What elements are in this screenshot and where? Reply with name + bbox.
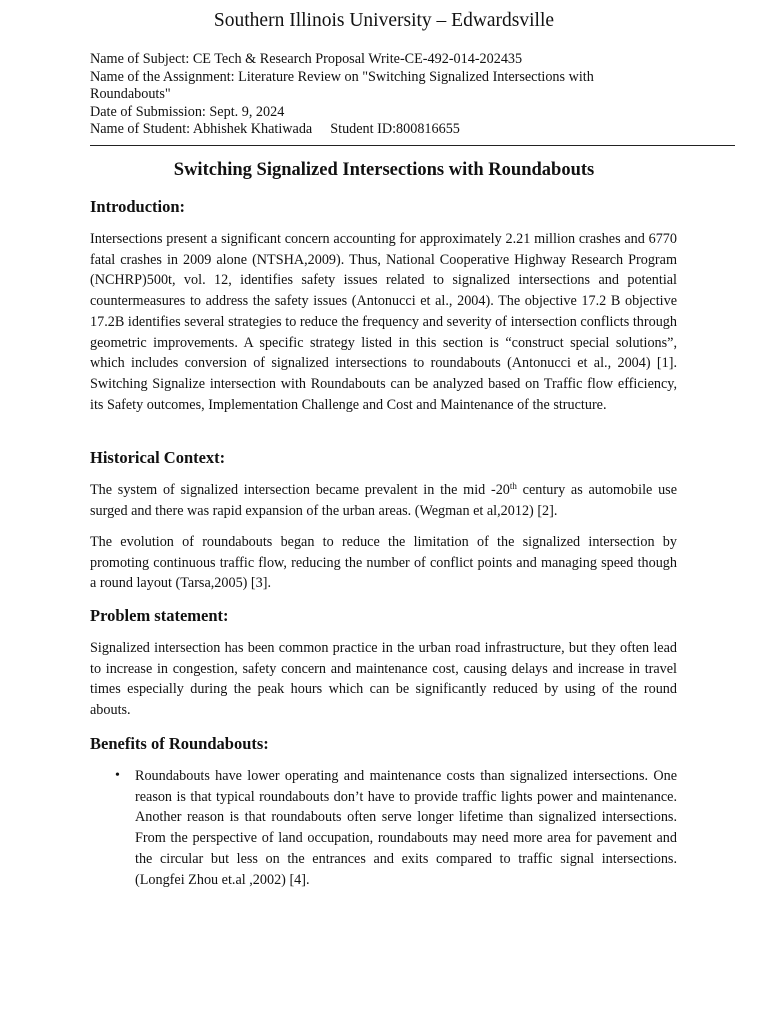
assignment-line: Name of the Assignment: Literature Review on "Switching Signalized Intersections with Roundabouts": [90, 68, 594, 102]
historical-paragraph-1: [90, 480, 677, 521]
subject-line: Name of Subject: CE Tech & Research Proposal Write-CE-492-014-202435: [90, 51, 523, 67]
assignment-meta: [90, 51, 650, 139]
historical-text-start: The system of signalized intersection became prevalent in the mid -20: [90, 482, 510, 498]
benefits-list: [90, 766, 677, 890]
header-divider: [90, 145, 735, 146]
ordinal-superscript: th: [509, 481, 517, 491]
student-line: [90, 121, 650, 139]
benefit-text: Roundabouts have lower operating and maintenance costs than signalized intersections. One reason is that typical roundabouts don’t have to provide traffic lights power and maintenance. Another reason is that roundabouts often serve longer lifetime than signalized intersections. From the perspective of land occupation, roundabouts may need more area for pavement and the circular but less on the entrances and exits compared to traffic signal intersections. (Longfei Zhou et.al ,2002) [4].: [135, 768, 677, 888]
document-title: Switching Signalized Intersections with Roundabouts: [173, 160, 595, 180]
historical-text-end: century as automobile use surged and there was rapid expansion of the urban areas. (Wegman et al,2012) [2].: [90, 482, 677, 519]
historical-context-heading: Historical Context:: [90, 448, 226, 467]
student-id: Student ID:800816655: [330, 121, 460, 137]
bullet-icon: •: [115, 768, 120, 783]
introduction-heading: Introduction:: [90, 197, 186, 216]
historical-paragraph-2: The evolution of roundabouts began to reduce the limitation of the signalized intersection by promoting continuous traffic flow, reducing the number of conflict points and managing speed though a round layout (Tarsa,2005) [3].: [90, 534, 677, 592]
list-item: [90, 766, 677, 890]
student-name: Name of Student: Abhishek Khatiwada: [90, 121, 313, 137]
submission-date-line: Date of Submission: Sept. 9, 2024: [90, 103, 285, 120]
introduction-paragraph: Intersections present a significant concern accounting for approximately 2.21 million crashes and 6770 fatal crashes in 2009 alone (NTSHA,2009). Thus, National Cooperative Highway Research Program (NCHRP)500t, vol. 12, identifies safety issues related to signalized intersections and potential countermeasures to address the safety issues (Antonucci et al., 2004). The objective 17.2 B objective 17.2B identifies several strategies to reduce the frequency and severity of intersection conflicts through geometric improvements. A specific strategy listed in this section is “construct special solutions”, which includes conversion of signalized intersections to roundabouts (Antonucci et al., 2004) [1]. Switching Signalize intersection with Roundabouts can be analyzed based on Traffic flow efficiency, its Safety outcomes, Implementation Challenge and Cost and Maintenance of the structure.: [90, 231, 677, 413]
problem-statement-paragraph: Signalized intersection has been common practice in the urban road infrastructure, but they often lead to increase in congestion, safety concern and maintenance cost, causing delays and increase in travel times especially during the peak hours which can be significantly reduced by using of the round abouts.: [90, 640, 677, 719]
university-name: Southern Illinois University – Edwardsville: [213, 10, 555, 31]
problem-statement-heading: Problem statement:: [90, 606, 229, 625]
benefits-heading: Benefits of Roundabouts:: [90, 734, 269, 753]
